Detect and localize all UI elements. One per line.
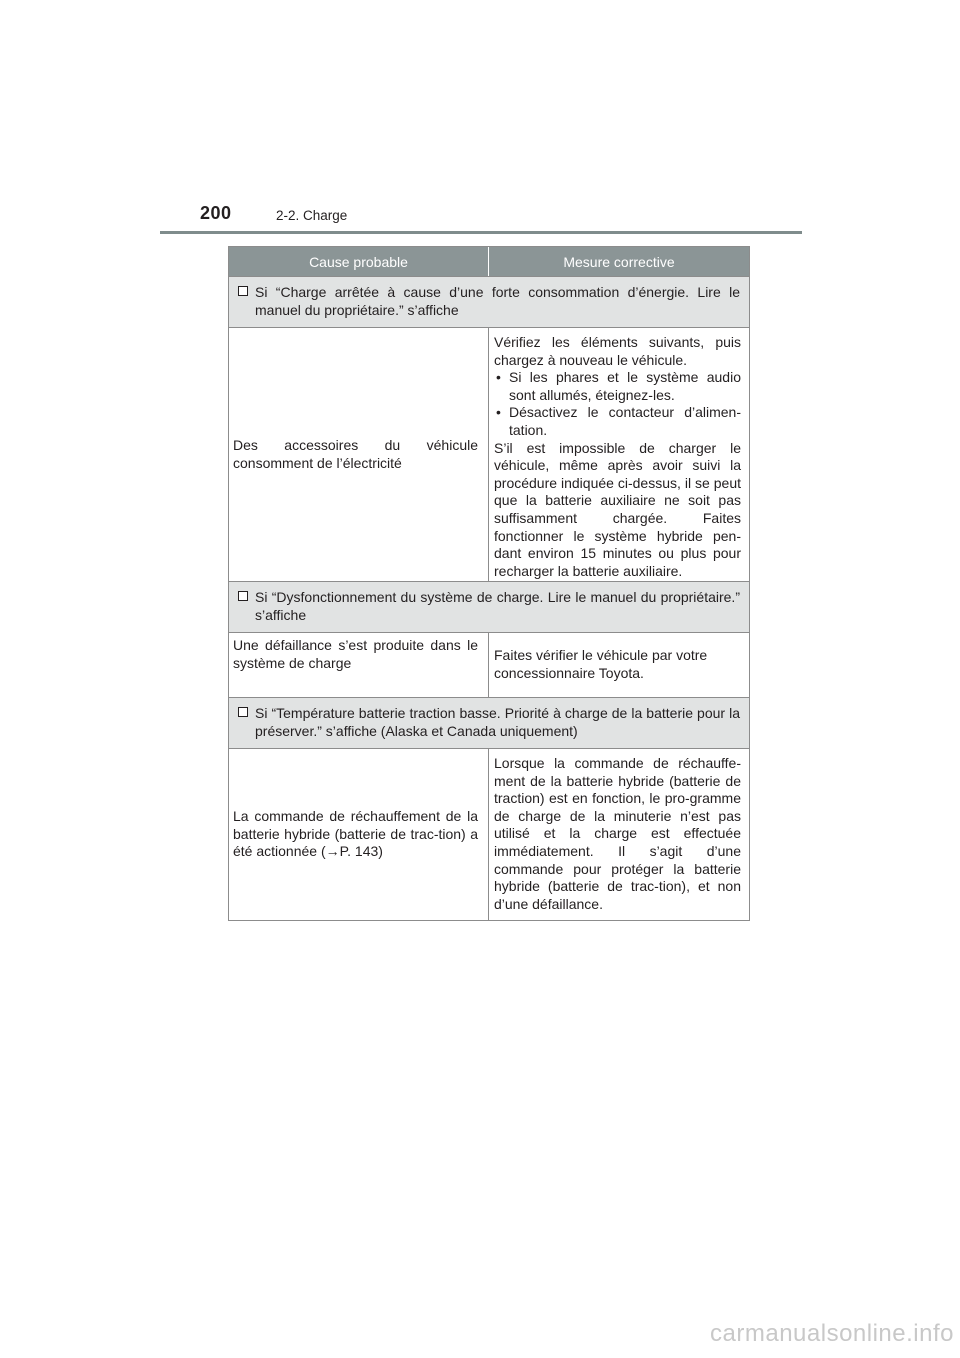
condition-row (229, 581, 749, 632)
remedy-cell (489, 328, 749, 581)
condition-text: Si “Dysfonctionnement du système de charge. Lire le manuel du propriétaire.” s’affiche (255, 589, 740, 623)
column-header-remedy: Mesure corrective (563, 253, 675, 270)
column-header-cause: Cause probable (229, 247, 489, 276)
table-row (229, 632, 749, 697)
table-row (229, 327, 749, 581)
cause-text: La commande de réchauffement de la batterie hybride (batterie de trac-tion) a été actionnée (→P. 143) (233, 808, 478, 860)
condition-row (229, 697, 749, 748)
checkbox-icon (238, 286, 248, 296)
page-number: 200 (200, 203, 232, 223)
remedy-intro: Vérifiez les éléments suivants, puis chargez à nouveau le véhicule. (494, 334, 741, 368)
troubleshooting-table (228, 246, 750, 921)
remedy-cell (489, 633, 749, 697)
list-item: • Si les phares et le système audio sont allumés, éteignez-les. (494, 369, 741, 404)
condition-row (229, 276, 749, 327)
table-header (229, 247, 749, 276)
checkbox-icon (238, 707, 248, 717)
remedy-cell (489, 749, 749, 920)
remedy-bullet-list (494, 369, 741, 439)
page-header (0, 0, 960, 240)
header-divider (160, 231, 802, 234)
checkbox-icon (238, 591, 248, 601)
condition-text: Si “Température batterie traction basse. Priorité à charge de la batterie pour la préserver.” s’affiche (Alaska et Canada uniquement) (255, 705, 740, 739)
cause-cell (229, 328, 489, 581)
remedy-outro: S’il est impossible de charger le véhicule, même après avoir suivi la procédure indiquée ci-dessus, il se peut que la batterie auxiliaire ne soit pas suffisamment chargée. Faites fonctionner le système hybride pen-dant environ 15 minutes ou plus pour recharger la batterie auxiliaire. (494, 439, 741, 579)
cause-cell (229, 633, 489, 697)
cause-text: Des accessoires du véhicule consomment de l’électricité (233, 436, 478, 471)
remedy-text: Faites vérifier le véhicule par votre concessionnaire Toyota. (494, 647, 708, 681)
remedy-text: Lorsque la commande de réchauffe-ment de la batterie hybride (batterie de traction) est en fonction, le pro-gramme de charge de la minuterie n’est pas utilisé et la charge est effectuée immédiatement. Il s’agit d’une commande pour protéger la batterie hybride (batterie de trac-tion), et non d’une défaillance. (494, 755, 741, 912)
list-item: • Désactivez le contacteur d’alimen-tation. (494, 404, 741, 439)
section-title: 2-2. Charge (276, 208, 348, 223)
table-row (229, 748, 749, 920)
cause-cell (229, 749, 489, 920)
condition-text: Si “Charge arrêtée à cause d’une forte consommation d’énergie. Lire le manuel du propriétaire.” s’affiche (255, 284, 740, 318)
cause-text: Une défaillance s’est produite dans le système de charge (233, 637, 478, 671)
watermark: carmanualsonline.info (710, 1320, 954, 1347)
